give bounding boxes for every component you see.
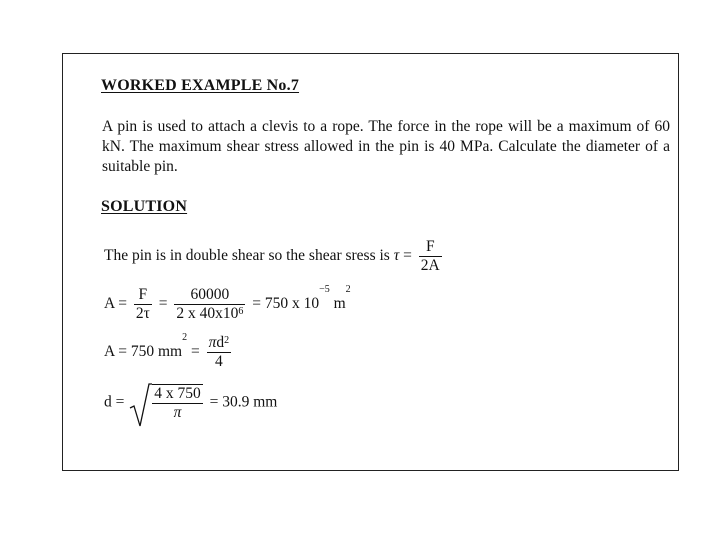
eq2-equals-2: = bbox=[158, 295, 168, 313]
eq3-lhs: A = 750 mm bbox=[104, 343, 183, 361]
eq2-f1-denominator: 2τ bbox=[135, 305, 150, 322]
square-root bbox=[128, 384, 206, 422]
eq2-fraction-1 bbox=[134, 286, 152, 323]
eq4-denominator: π bbox=[152, 403, 203, 422]
eq1-denominator: 2A bbox=[420, 257, 440, 274]
eq2-f2-den-base: 2 x 40x10 bbox=[176, 305, 239, 322]
eq3-equals: = bbox=[190, 343, 200, 361]
eq1-fraction bbox=[419, 238, 442, 275]
equation-area-circle bbox=[104, 334, 234, 371]
eq3-lhs-exponent: 2 bbox=[182, 332, 188, 343]
eq4-lhs: d = bbox=[104, 393, 125, 411]
eq2-rhs: = 750 x 10 bbox=[252, 295, 320, 313]
eq2-rhs-exponent: −5 bbox=[319, 284, 330, 295]
eq3-pi: π bbox=[208, 334, 217, 351]
eq2-f2-numerator: 60000 bbox=[190, 286, 230, 303]
eq1-text: The pin is in double shear so the shear sress is bbox=[104, 247, 390, 265]
eq2-lhs: A bbox=[104, 295, 115, 313]
eq2-fraction-2 bbox=[174, 286, 245, 323]
equation-diameter bbox=[104, 384, 277, 422]
eq2-equals: = bbox=[118, 295, 127, 313]
eq4-numerator: 4 x 750 bbox=[154, 385, 201, 402]
solution-heading: SOLUTION bbox=[101, 198, 188, 215]
eq2-f2-den-exponent: 6 bbox=[238, 306, 244, 317]
eq4-fraction bbox=[152, 384, 203, 422]
eq1-tau: τ bbox=[393, 247, 400, 265]
eq3-numerator bbox=[207, 334, 232, 352]
eq4-rhs: = 30.9 mm bbox=[209, 393, 278, 411]
problem-statement: A pin is used to attach a clevis to a rope. The force in the rope will be a maximum of 60 kN. The maximum shear stress allowed in the pin is 40 MPa. Calculate the diameter of a suitable pin. bbox=[102, 118, 670, 175]
eq2-unit: m bbox=[329, 295, 346, 313]
radical-sign-icon bbox=[128, 382, 152, 428]
eq2-f1-numerator: F bbox=[138, 286, 148, 303]
eq3-denominator: 4 bbox=[207, 352, 232, 371]
example-title: WORKED EXAMPLE No.7 bbox=[101, 77, 300, 94]
eq3-fraction bbox=[207, 334, 232, 371]
equation-area bbox=[104, 286, 351, 323]
eq1-equals: = bbox=[403, 247, 412, 265]
eq1-numerator: F bbox=[425, 238, 435, 255]
eq3-num-exponent: 2 bbox=[224, 335, 230, 346]
equation-shear-stress bbox=[104, 238, 445, 275]
eq2-unit-exponent: 2 bbox=[345, 284, 351, 295]
eq2-f2-denominator bbox=[174, 304, 245, 323]
eq3-d: d bbox=[216, 334, 225, 351]
